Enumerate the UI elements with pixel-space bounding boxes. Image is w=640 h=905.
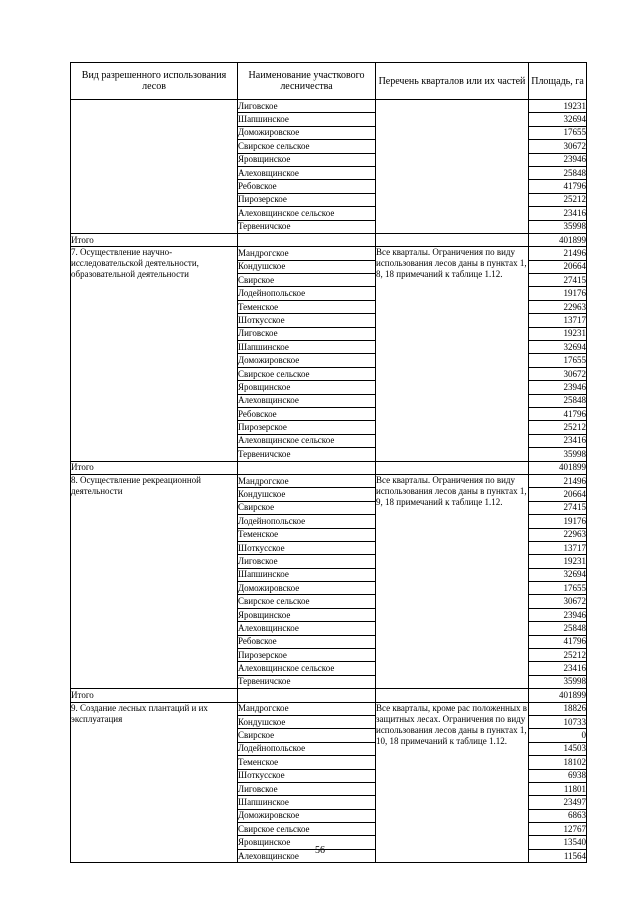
forestry-name: Тервеничское	[238, 220, 376, 233]
total-value: 401899	[529, 233, 587, 246]
use-type-label: 8. Осуществление рекреационной деятельности	[71, 474, 238, 688]
area-value: 14503	[529, 742, 587, 755]
total-label: Итого	[71, 689, 238, 702]
empty-cell	[238, 689, 376, 702]
forestry-name: Пирозерское	[238, 421, 376, 434]
header-area: Площадь, га	[529, 63, 587, 100]
use-type-label: 9. Создание лесных плантаций и их эксплуатация	[71, 702, 238, 863]
table-row	[71, 247, 587, 260]
area-value: 23416	[529, 662, 587, 675]
area-value: 25848	[529, 394, 587, 407]
area-value: 21496	[529, 247, 587, 260]
area-value: 20664	[529, 488, 587, 501]
area-value: 17655	[529, 126, 587, 139]
forestry-name: Лиговское	[238, 782, 376, 795]
forestry-name: Яровщинское	[238, 836, 376, 849]
forestry-name: Свирское сельское	[238, 367, 376, 380]
table-header-row	[71, 63, 587, 100]
table-body	[71, 100, 587, 863]
page-number: 56	[315, 845, 325, 856]
forestry-name: Теменское	[238, 528, 376, 541]
area-value: 18102	[529, 756, 587, 769]
area-value: 25212	[529, 193, 587, 206]
area-value: 41796	[529, 635, 587, 648]
forestry-name: Теменское	[238, 300, 376, 313]
forestry-name: Шапшинское	[238, 341, 376, 354]
area-value: 19231	[529, 100, 587, 113]
area-value: 6863	[529, 809, 587, 822]
forestry-name: Свирское	[238, 501, 376, 514]
area-value: 23946	[529, 381, 587, 394]
area-value: 19231	[529, 555, 587, 568]
forestry-name: Доможировское	[238, 354, 376, 367]
forestry-name: Кондушское	[238, 488, 376, 501]
area-value: 27415	[529, 501, 587, 514]
forestry-name: Свирское	[238, 274, 376, 287]
area-value: 13717	[529, 314, 587, 327]
forestry-name: Алеховщинское	[238, 849, 376, 862]
forestry-name: Алеховщинское	[238, 394, 376, 407]
forestry-name: Яровщинское	[238, 381, 376, 394]
area-value: 41796	[529, 407, 587, 420]
area-value: 23416	[529, 434, 587, 447]
area-value: 17655	[529, 582, 587, 595]
forestry-name: Кондушское	[238, 715, 376, 728]
area-value: 13540	[529, 836, 587, 849]
area-value: 10733	[529, 715, 587, 728]
forestry-name: Доможировское	[238, 582, 376, 595]
forestry-name: Свирское	[238, 729, 376, 742]
area-value: 19176	[529, 287, 587, 300]
area-value: 22963	[529, 528, 587, 541]
area-value: 41796	[529, 180, 587, 193]
total-label: Итого	[71, 461, 238, 474]
area-value: 22963	[529, 300, 587, 313]
use-type-label	[71, 100, 238, 234]
area-value: 0	[529, 729, 587, 742]
area-value: 19231	[529, 327, 587, 340]
total-row	[71, 689, 587, 702]
forestry-name: Лодейнопольское	[238, 742, 376, 755]
empty-cell	[238, 233, 376, 246]
quarters-note: Все кварталы. Ограничения по виду использования лесов даны в пунктах 1, 8, 18 примечаний к таблице 1.12.	[376, 247, 529, 461]
area-value: 23946	[529, 153, 587, 166]
forestry-name: Мандрогское	[238, 247, 376, 260]
total-value: 401899	[529, 689, 587, 702]
header-forestry: Наименование участкового лесничества	[238, 63, 376, 100]
area-value: 12767	[529, 823, 587, 836]
area-value: 25212	[529, 421, 587, 434]
area-value: 19176	[529, 515, 587, 528]
forestry-name: Шапшинское	[238, 568, 376, 581]
quarters-note: Все кварталы, кроме рас положенных в защитных лесах. Ограничения по виду использования лесов даны в пунктах 1, 10, 18 примечаний к таблице 1.12.	[376, 702, 529, 863]
area-value: 17655	[529, 354, 587, 367]
area-value: 11564	[529, 849, 587, 862]
forestry-name: Яровщинское	[238, 153, 376, 166]
quarters-note	[376, 100, 529, 234]
forestry-name: Пирозерское	[238, 649, 376, 662]
area-value: 32694	[529, 341, 587, 354]
forestry-name: Лиговское	[238, 555, 376, 568]
area-value: 32694	[529, 568, 587, 581]
forestry-name: Мандрогское	[238, 702, 376, 715]
forestry-name: Алеховщинское	[238, 622, 376, 635]
forestry-name: Мандрогское	[238, 474, 376, 487]
area-value: 27415	[529, 274, 587, 287]
area-value: 21496	[529, 474, 587, 487]
forestry-name: Свирское сельское	[238, 823, 376, 836]
forestry-name: Лиговское	[238, 327, 376, 340]
table-row	[71, 100, 587, 113]
area-value: 20664	[529, 260, 587, 273]
header-use-type: Вид разрешенного использования лесов	[71, 63, 238, 100]
forestry-name: Шоткусское	[238, 769, 376, 782]
forestry-name: Алеховщинское сельское	[238, 207, 376, 220]
total-row	[71, 233, 587, 246]
area-value: 30672	[529, 595, 587, 608]
area-value: 35998	[529, 675, 587, 688]
forestry-name: Шоткусское	[238, 541, 376, 554]
total-label: Итого	[71, 233, 238, 246]
empty-cell	[238, 461, 376, 474]
forestry-name: Пирозерское	[238, 193, 376, 206]
forestry-name: Ребовское	[238, 407, 376, 420]
total-value: 401899	[529, 461, 587, 474]
forestry-name: Тервеничское	[238, 448, 376, 461]
area-value: 25848	[529, 622, 587, 635]
total-row	[71, 461, 587, 474]
table-row	[71, 474, 587, 487]
area-value: 35998	[529, 220, 587, 233]
area-value: 18826	[529, 702, 587, 715]
forestry-name: Доможировское	[238, 809, 376, 822]
area-value: 32694	[529, 113, 587, 126]
forest-use-table	[70, 62, 587, 863]
forestry-name: Ребовское	[238, 635, 376, 648]
forestry-name: Алеховщинское	[238, 166, 376, 179]
empty-cell	[376, 461, 529, 474]
forestry-name: Алеховщинское сельское	[238, 434, 376, 447]
header-quarters: Перечень кварталов или их частей	[376, 63, 529, 100]
area-value: 25848	[529, 166, 587, 179]
forestry-name: Шоткусское	[238, 314, 376, 327]
forestry-name: Ребовское	[238, 180, 376, 193]
area-value: 30672	[529, 140, 587, 153]
area-value: 30672	[529, 367, 587, 380]
forestry-name: Лодейнопольское	[238, 287, 376, 300]
area-value: 13717	[529, 541, 587, 554]
empty-cell	[376, 689, 529, 702]
use-type-label: 7. Осуществление научно-исследовательской деятельности, образовательной деятельности	[71, 247, 238, 461]
forestry-name: Доможировское	[238, 126, 376, 139]
table-row	[71, 702, 587, 715]
forestry-name: Шапшинское	[238, 796, 376, 809]
forestry-name: Свирское сельское	[238, 140, 376, 153]
forestry-name: Кондушское	[238, 260, 376, 273]
forestry-name: Шапшинское	[238, 113, 376, 126]
forestry-name: Тервеничское	[238, 675, 376, 688]
forestry-name: Алеховщинское сельское	[238, 662, 376, 675]
forestry-name: Яровщинское	[238, 608, 376, 621]
empty-cell	[376, 233, 529, 246]
area-value: 6938	[529, 769, 587, 782]
quarters-note: Все кварталы. Ограничения по виду использования лесов даны в пунктах 1, 9, 18 примечаний к таблице 1.12.	[376, 474, 529, 688]
area-value: 23416	[529, 207, 587, 220]
area-value: 35998	[529, 448, 587, 461]
forestry-name: Лодейнопольское	[238, 515, 376, 528]
area-value: 11801	[529, 782, 587, 795]
forestry-name: Теменское	[238, 756, 376, 769]
forestry-name: Свирское сельское	[238, 595, 376, 608]
area-value: 23497	[529, 796, 587, 809]
area-value: 25212	[529, 649, 587, 662]
forestry-name: Лиговское	[238, 100, 376, 113]
area-value: 23946	[529, 608, 587, 621]
